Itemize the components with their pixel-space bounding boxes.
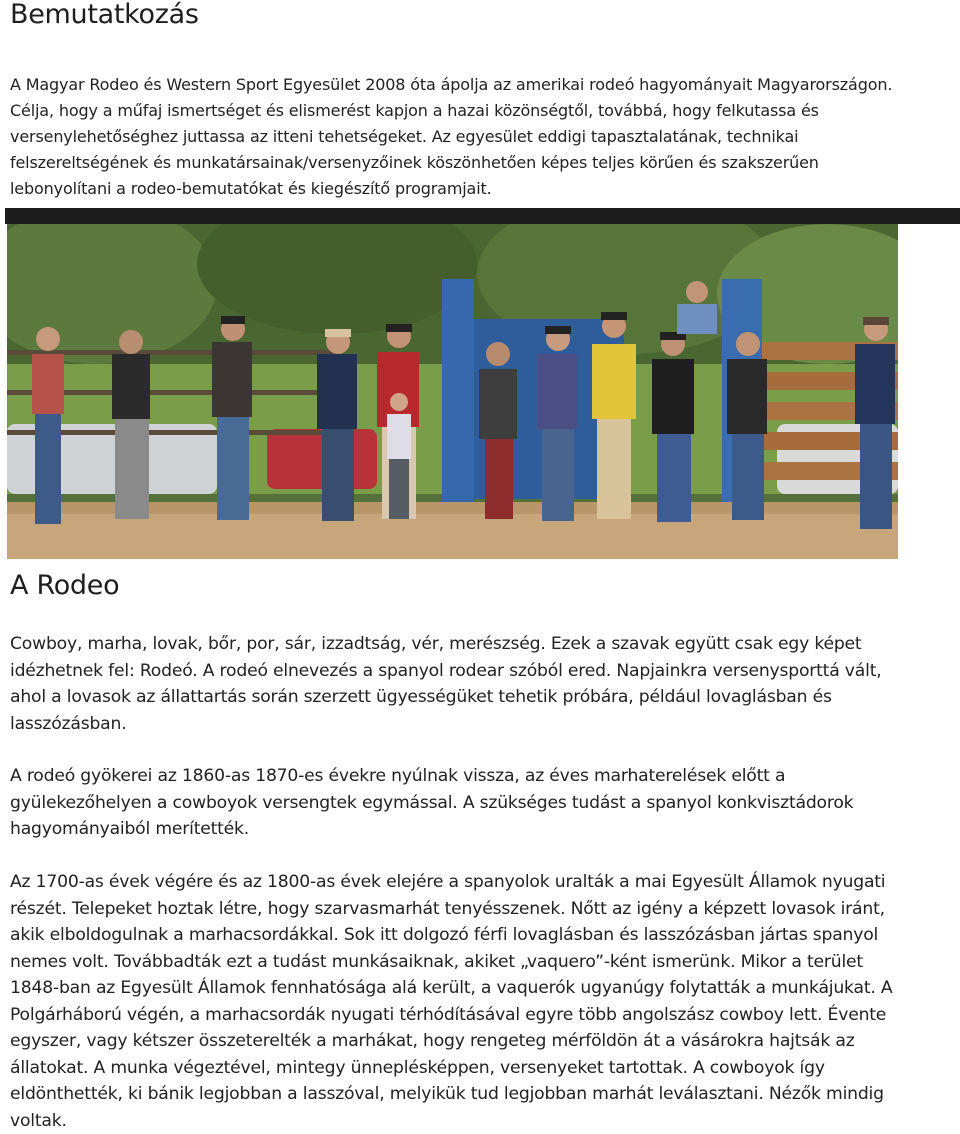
rodeo-paragraph-2: A rodeó gyökerei az 1860-as 1870-es évekre nyúlnak vissza, az éves marhaterelések előtt a gyülekezőhelyen a cowboyok versengtek egymással. A szükséges tudást a spanyol konkvisztádorok hagyományaiból merítették. xyxy=(10,766,854,839)
section-divider-bar xyxy=(5,208,960,224)
rodeo-paragraph-3: Az 1700-as évek végére és az 1800-as évek elejére a spanyolok uralták a mai Egyesült Államok nyugati részét. Telepeket hoztak létre, hogy szarvasmarhát tenyésszenek. Nőtt az igény a képzett lovasok iránt, akik elboldogulnak a marhacsordákkal. Sok itt dolgozó férfi lovaglásban és lasszózásban jártas spanyol nemes volt. Továbbadták ezt a tudást munkásaiknak, akiket „vaquero”-ként ismerünk. Mikor a terület 1848-ban az Egyesült Államok fennhatósága alá került, a vaquerók ugyanúgy folytatták a munkájukat. A Polgárháború végén, a marhacsordák nyugati térhódításával egyre több angolszász cowboy lett. Évente egyszer, vagy kétszer összeterelték a marhákat, hogy rengeteg mérföldön át a vásárokra hajtsák az állatokat. A munka végeztével, mintegy ünneplésképpen, versenyeket tartottak. A cowboyok így eldönthették, ki bánik legjobban a lasszóval, melyikük tud legjobban marhát leválasztani. Nézők mindig voltak. xyxy=(10,872,893,1131)
rodeo-team-photo xyxy=(7,224,898,559)
rodeo-paragraph-1: Cowboy, marha, lovak, bőr, por, sár, izzadtság, vér, merészség. Ezek a szavak együtt csak egy képet idézhetnek fel: Rodeó. A rodeó elnevezés a spanyol rodear szóból ered. Napjainkra versenysporttá vált, ahol a lovasok az állattartás során szerzett ügyességüket tehetik próbára, például lovaglásban és lasszózásban. xyxy=(10,634,882,734)
photo-illustration xyxy=(7,224,898,559)
page-title: Bemutatkozás xyxy=(10,0,199,30)
section-title-rodeo: A Rodeo xyxy=(10,570,120,601)
intro-paragraph: A Magyar Rodeo és Western Sport Egyesület 2008 óta ápolja az amerikai rodeó hagyományait Magyarországon. Célja, hogy a műfaj ismertséget és elismerést kapjon a hazai közönségtől, továbbá, hogy felkutassa és versenylehetőséghez juttassa az itteni tehetségeket. Az egyesület eddigi tapasztalatának, technikai felszereltségének és munkatársainak/versenyzőinek köszönhetően képes teljes körűen és szakszerűen lebonyolítani a rodeo-bemutatókat és kiegészítő programjait. xyxy=(10,75,893,198)
